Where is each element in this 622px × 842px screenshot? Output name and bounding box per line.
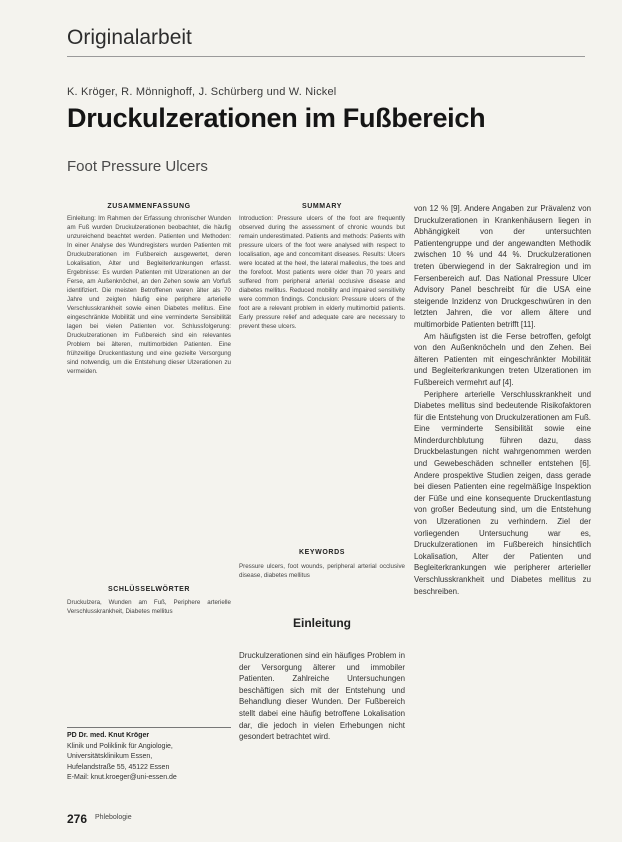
body-column-right (414, 203, 591, 597)
section-label: Originalarbeit (67, 26, 192, 49)
abstract-german (67, 203, 231, 376)
authors-line: K. Kröger, R. Mönnighoff, J. Schürberg und W. Nickel (67, 86, 337, 98)
abstract-german-heading: ZUSAMMENFASSUNG (107, 203, 191, 210)
footnote-rule (67, 727, 231, 728)
header-rule (67, 56, 585, 57)
correspondence-line: Klinik und Poliklinik für Angiologie, (67, 742, 173, 750)
correspondence-line: Hufelandstraße 55, 45122 Essen (67, 763, 170, 771)
body-paragraph: Am häufigsten ist die Ferse betroffen, gefolgt von den Außenknöcheln und den Zehen. Bei älteren Patienten mit eingeschränkter Mobilität und Begleiterkrankungen treten Ulzerationen im Fußbereich vermehrt auf [4]. (414, 331, 591, 387)
body-paragraph: von 12 % [9]. Andere Angaben zur Prävalenz von Druckulzerationen in Krankenhäusern liegen in Abhängigkeit von der untersuchten Patientengruppe und der angewandten Methodik zwischen 10 % und 44 %. Druckulzerationen treten überwiegend in der Sakralregion und im Fersenbereich auf. Das National Pressure Ulcer Advisory Panel beschreibt für die USA eine steigende Inzidenz von Druckgeschwüren in den letzten Jahren, die vor allem ältere und multimorbide Patienten betrifft [11]. (414, 204, 591, 329)
correspondence-name: PD Dr. med. Knut Kröger (67, 732, 150, 739)
correspondence-address (67, 731, 231, 784)
journal-name: Phlebologie (95, 814, 132, 821)
correspondence-line: Universitätsklinikum Essen, (67, 753, 153, 760)
keywords-english-heading: KEYWORDS (298, 549, 346, 556)
article-subtitle: Foot Pressure Ulcers (67, 158, 208, 175)
keywords-german-text: Druckulzera, Wunden am Fuß, Periphere arterielle Verschlusskrankheit, Diabetes mellitus (67, 599, 231, 615)
correspondence-email: E-Mail: knut.kroeger@uni-essen.de (67, 774, 177, 781)
page-number: 276 (67, 812, 88, 826)
abstract-english (239, 203, 405, 331)
abstract-english-text: Introduction: Pressure ulcers of the foot are frequently observed during the assessment of chronic wounds but remain underestimated. Patients and methods: Patients with pressure ulcers of the foot were analysed with respect to localisation, age and concomitant diseases. Results: Ulcers were located at the heel, the lateral malleolus, the toes and the forefoot. Most patients were older than 70 years and suffered from peripheral arterial occlusive disease and diabetes mellitus. Reduced mobility and impaired sensitivity were common findings. Conclusion: Pressure ulcers of the foot are a relevant problem in elderly multimorbid patients. Early pressure relief and adequate care are necessary to prevent these ulcers. (239, 215, 405, 330)
keywords-german-heading: SCHLÜSSELWÖRTER (107, 586, 191, 593)
introduction-text: Druckulzerationen sind ein häufiges Problem in der Versorgung älterer und immobiler Patienten. Zahlreiche Untersuchungen beschäftigen sich mit der Entstehung und Behandlung dieser Wunden. Der Fußbereich stellt dabei eine häufig betroffene Lokalisation dar, die jedoch in vielen Erhebungen nicht gesondert betrachtet wird. (239, 651, 405, 742)
abstract-english-heading: SUMMARY (301, 203, 343, 210)
introduction-heading: Einleitung (293, 616, 351, 630)
keywords-english-text: Pressure ulcers, foot wounds, peripheral arterial occlusive disease, diabetes mellitus (239, 563, 405, 579)
abstract-german-text: Einleitung: Im Rahmen der Erfassung chronischer Wunden am Fuß wurden Druckulzerationen beobachtet, die häufig unzureichend beachtet werden. Patienten und Methoden: In einer Analyse des Wundregisters wurden Patienten mit Druckulzerationen im Fußbereich ausgewertet, deren Lokalisation, Alter und Begleiterkrankungen erfasst. Ergebnisse: Es wurden Patienten mit Ulzerationen an der Ferse, am Außenknöchel, an den Zehen sowie am Vorfuß identifiziert. Die meisten Betroffenen waren älter als 70 Jahre und zeigten häufig eine periphere arterielle Verschlusskrankheit sowie einen Diabetes mellitus. Eine eingeschränkte Mobilität und eine verminderte Sensibilität lagen bei vielen Patienten vor. Schlussfolgerung: Druckulzerationen im Fußbereich sind ein relevantes Problem bei älteren, multimorbiden Patienten. Eine frühzeitige Druckentlastung und eine gezielte Versorgung sind notwendig, um die Entstehung dieser Ulzerationen zu vermeiden. (67, 215, 231, 375)
body-paragraph: Periphere arterielle Verschlusskrankheit und Diabetes mellitus sind bedeutende Risikofaktoren für die Entstehung von Druckulzerationen am Fuß. Eine verminderte Sensibilität sowie eine Minderdurchblutung führen dazu, dass Druckbelastungen nicht wahrgenommen werden und Gewebeschäden schneller entstehen [6]. Andere prospektive Studien zeigen, dass gerade bei diesen Patienten eine regelmäßige Inspektion der Füße und eine konsequente Druckentlastung von großer Bedeutung sind, um die Entstehung von Ulzerationen zu verhindern. Ziel der vorliegenden Untersuchung war es, Druckulzerationen im Fußbereich hinsichtlich Lokalisation, Alter der Patienten und Begleiterkrankungen wie peripherer arterieller Verschlusskrankheit und Diabetes mellitus zu beschreiben. (414, 389, 591, 596)
article-title: Druckulzerationen im Fußbereich (67, 103, 486, 133)
